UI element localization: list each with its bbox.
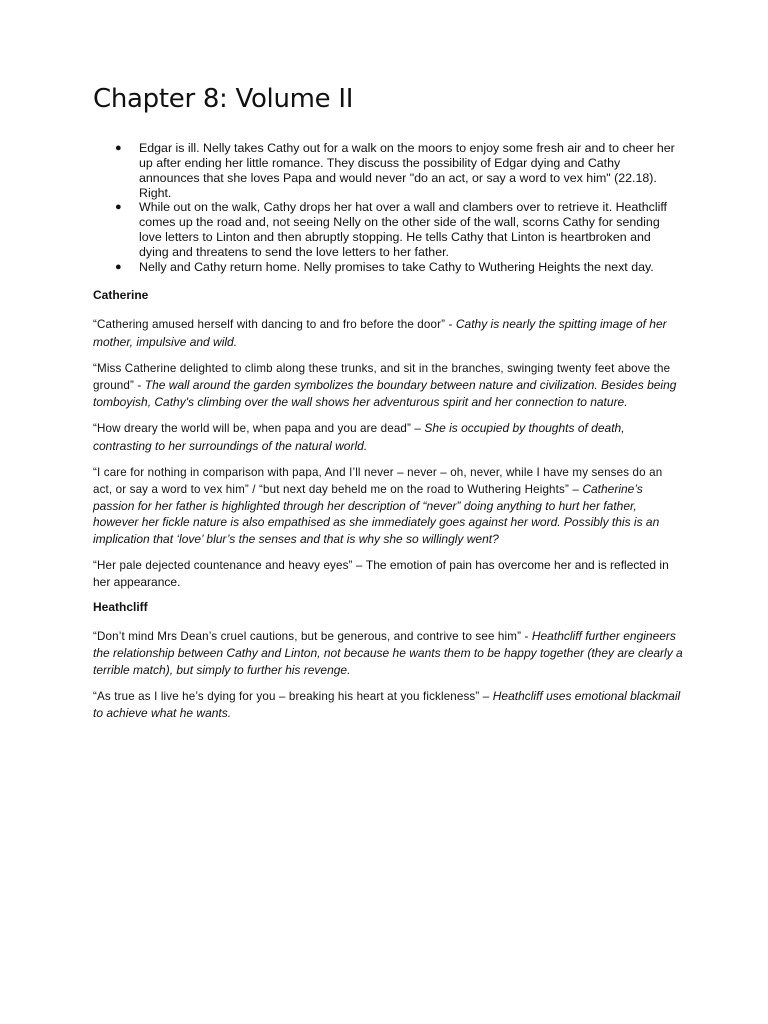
bullet-icon: ● bbox=[115, 260, 122, 273]
quote-text: “I care for nothing in comparison with papa, And I’ll never – never – oh, never, while I have my senses do an act, or say a word to vex him” / “but next day beheld me on the road to Wuthering Heights” – bbox=[93, 465, 663, 496]
quote-paragraph bbox=[93, 464, 683, 547]
quote-paragraph bbox=[93, 360, 683, 411]
analysis-text: Heathcliff further engineers the relationship between Cathy and Linton, not because he wants them to be happy together (they are clearly a terrible match), but simply to further his revenge. bbox=[93, 629, 683, 677]
summary-item bbox=[93, 260, 683, 275]
quote-text: “As true as I live he’s dying for you – breaking his heart at you fickleness” – bbox=[93, 689, 493, 703]
quote-paragraph bbox=[93, 316, 683, 349]
summary-item-text: Edgar is ill. Nelly takes Cathy out for a walk on the moors to enjoy some fresh air and to cheer her up after ending her little romance. They discuss the possibility of Edgar dying and Cathy announces that she loves Papa and would never "do an act, or say a word to vex him" (22.18). Right. bbox=[139, 141, 675, 200]
quote-text: “Her pale dejected countenance and heavy eyes” – bbox=[93, 558, 366, 572]
quote-paragraph bbox=[93, 557, 683, 590]
quote-text: “How dreary the world will be, when papa and you are dead” – bbox=[93, 422, 425, 436]
quote-paragraph bbox=[93, 688, 683, 721]
quote-paragraph bbox=[93, 420, 683, 453]
summary-item bbox=[93, 141, 683, 200]
quote-paragraph bbox=[93, 628, 683, 678]
quote-text: “Don’t mind Mrs Dean’s cruel cautions, but be generous, and contrive to see him” - bbox=[93, 630, 532, 644]
analysis-text: Cathy is nearly the spitting image of her mother, impulsive and wild. bbox=[93, 317, 667, 349]
summary-item-text: Nelly and Cathy return home. Nelly promises to take Cathy to Wuthering Heights the next day. bbox=[139, 259, 654, 274]
analysis-text: The emotion of pain has overcome her and is reflected in her appearance. bbox=[93, 557, 669, 589]
chapter-title: Chapter 8: Volume II bbox=[93, 84, 354, 114]
summary-item bbox=[93, 200, 683, 259]
summary-item-text: While out on the walk, Cathy drops her hat over a wall and clambers over to retrieve it. Heathcliff comes up the road and, not seeing Nelly on the other side of the wall, scorns Cathy for sending love letters to Linton and then abruptly stopping. He tells Cathy that Linton is heartbroken and dying and threatens to send the love letters to her father. bbox=[139, 200, 667, 259]
analysis-text: Heathcliff uses emotional blackmail to achieve what he wants. bbox=[93, 688, 681, 721]
quote-text: “Miss Catherine delighted to climb along these trunks, and sit in the branches, swinging twenty feet above the ground” - bbox=[93, 361, 671, 392]
analysis-text: The wall around the garden symbolizes the boundary between nature and civilization. Besides being tomboyish, Cathy's climbing over the wall shows her adventurous spirit and her connection to nature. bbox=[93, 377, 677, 410]
section-heading-heathcliff: Heathcliff bbox=[93, 600, 148, 615]
analysis-text: Catherine’s passion for her father is highlighted through her description of “never” doing anything to hurt her father, however her fickle nature is also empathised as she immediately goes against her word. Possibly this is an implication that ‘love’ blur’s the senses and that is why she so willingly went? bbox=[93, 481, 660, 546]
section-heading-catherine: Catherine bbox=[93, 288, 149, 303]
summary-list bbox=[93, 141, 683, 274]
analysis-text: She is occupied by thoughts of death, contrasting to her surroundings of the natural world. bbox=[93, 421, 625, 453]
bullet-icon: ● bbox=[115, 201, 122, 214]
bullet-icon: ● bbox=[115, 142, 122, 155]
document-page bbox=[93, 84, 683, 731]
quote-text: “Cathering amused herself with dancing to and fro before the door” - bbox=[93, 318, 456, 332]
